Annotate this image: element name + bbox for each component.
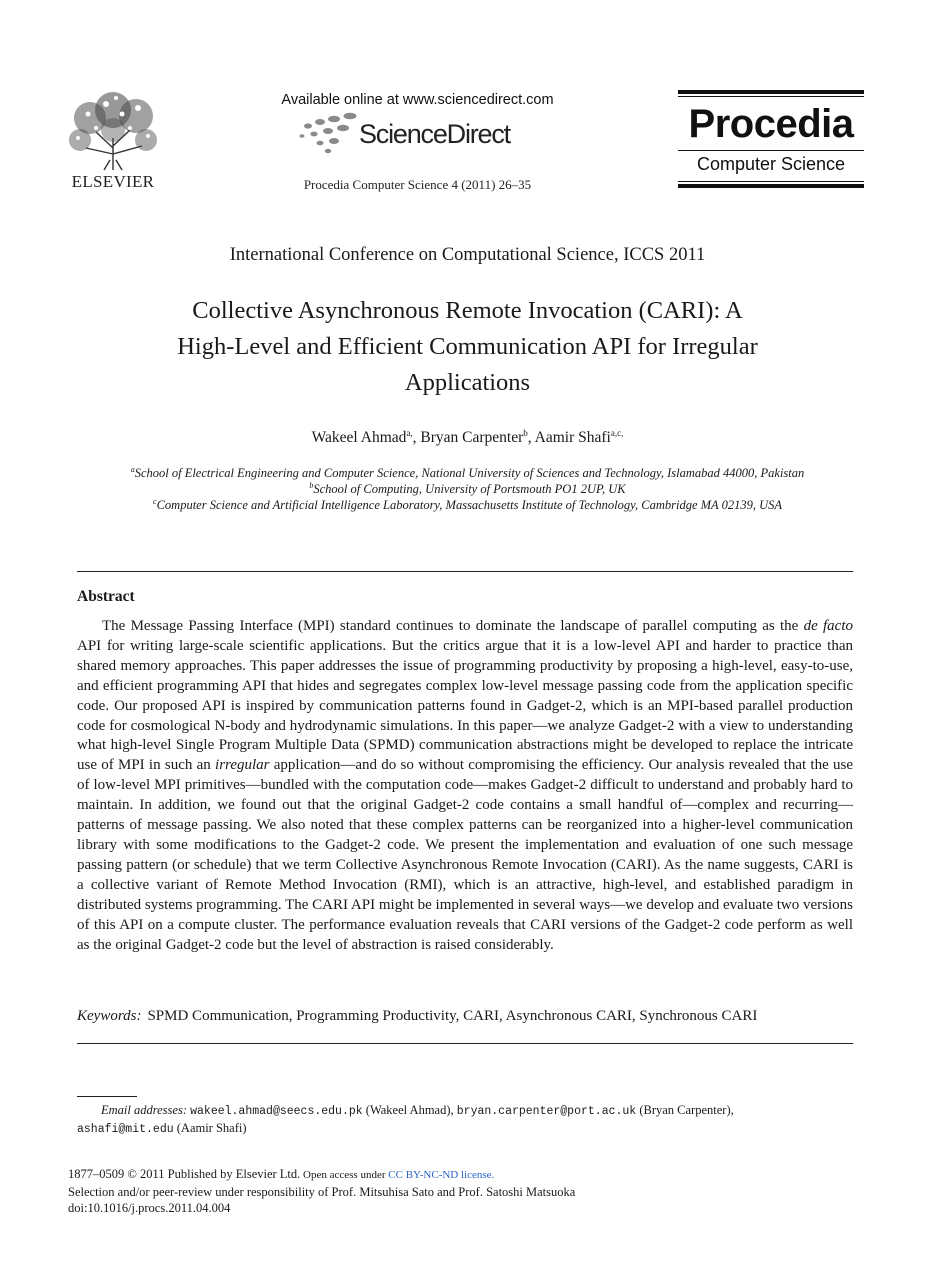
sciencedirect-wordmark: ScienceDirect [359,119,510,149]
email-owner: (Aamir Shafi) [173,1121,247,1135]
procedia-top-rule [678,90,864,94]
email-footnote [77,1102,853,1138]
email-link[interactable]: wakeel.ahmad@seecs.edu.pk [190,1105,363,1118]
abstract-heading: Abstract [77,588,135,605]
sciencedirect-logo [298,112,548,154]
affil-text: School of Electrical Engineering and Computer Science, National University of Sciences and Technology, Islamabad 44000, Pakistan [134,466,805,481]
affil-mark: a [130,465,135,474]
footnote-line-2 [77,1120,853,1138]
available-online-text: Available online at www.sciencedirect.com [281,92,554,108]
title-line-2: High-Level and Efficient Communication API for Irregular [177,333,758,360]
abstract-emphasis: irregular [215,757,270,774]
abstract-body [77,617,853,955]
copyright-line [68,1166,848,1184]
procedia-title: Procedia [688,102,854,146]
author-name: Bryan Carpenter [420,429,524,447]
title-line-1: Collective Asynchronous Remote Invocation (CARI): A [192,297,743,324]
keywords-label: Keywords: [77,1008,142,1024]
conference-name: International Conference on Computational Science, ICCS 2011 [229,245,706,265]
author-affil-mark: a,c, [610,428,624,438]
elsevier-logo [66,88,160,192]
elsevier-wordmark: ELSEVIER [71,172,155,191]
affil-mark: c [153,497,157,506]
paper-title [70,293,865,401]
footnote-line-1 [77,1102,853,1120]
email-link[interactable]: bryan.carpenter@port.ac.uk [456,1105,637,1118]
keywords-text: SPMD Communication, Programming Productivity, CARI, Asynchronous CARI, Synchronous CARI [147,1008,758,1024]
author-affil-mark: b [523,428,528,438]
publication-footer [68,1166,848,1217]
author-name: Wakeel Ahmad [311,429,407,447]
email-link[interactable]: ashafi@mit.edu [77,1123,174,1136]
license-link[interactable]: CC BY-NC-ND license. [388,1169,495,1181]
open-access-text: Open access under [300,1169,389,1181]
sciencedirect-dots-icon [298,112,360,154]
review-line: Selection and/or peer-review under responsibility of Prof. Mitsuhisa Sato and Prof. Satoshi Matsuoka [68,1184,576,1199]
procedia-subtitle: Computer Science [696,154,846,174]
affiliation-c [60,497,875,513]
author-affil-mark: a, [406,428,413,438]
elsevier-tree-icon [66,88,160,172]
abstract-bottom-rule [77,1043,853,1044]
journal-reference: Procedia Computer Science 4 (2011) 26–35 [303,177,532,192]
keywords [77,1008,853,1025]
doi-line: doi:10.1016/j.procs.2011.04.004 [68,1201,231,1215]
abstract-text: The Message Passing Interface (MPI) standard continues to dominate the landscape of parallel computing as the [102,618,804,634]
email-owner: (Bryan Carpenter), [636,1103,734,1117]
email-label: Email addresses: [101,1103,187,1117]
author-name: Aamir Shafi [534,429,611,447]
procedia-top-thin-rule [678,96,864,97]
abstract-text: application—and do so without compromising the efficiency. Our analysis revealed that the use of low-level MPI primitives—bundled with the computation code—makes Gadget-2 difficult to understand and probably hard to maintain. In addition, we found out that the original Gadget-2 code contains a small handful of—complex and recurring—patterns of message passing. We also noted that these complex patterns can be reorganized into a higher-level communication library with some modifications to the Gadget-2 code. We present the implementation and evaluation of one such message passing pattern (or schedule) that we term Collective Asynchronous Remote Invocation (CARI). As the name suggests, CARI is a collective variant of Remote Method Invocation (RMI), which is an attractive, high-level, and established paradigm in distributed systems programming. The CARI API might be implemented in several ways—we develop and evaluate two versions of this API on a compute cluster. The performance evaluation reveals that CARI versions of the Gadget-2 code perform as well as the original Gadget-2 code but the level of abstraction is raised considerably. [77,757,853,953]
procedia-bottom-thin-rule [678,181,864,182]
affil-mark: b [309,481,314,490]
procedia-mid-rule [678,150,864,151]
email-owner: (Wakeel Ahmad), [362,1103,457,1117]
author-list: Wakeel Ahmad$^{a,}$, Bryan Carpenter$^b$, Aamir Shafi$^{a,c,}$ [311,428,624,447]
footnote-rule [77,1096,137,1097]
affil-text: Computer Science and Artificial Intelligence Laboratory, Massachusetts Institute of Technology, Cambridge MA 02139, USA [156,498,782,513]
title-line-3: Applications [404,369,531,396]
procedia-bottom-rule [678,184,864,188]
affil-text: School of Computing, University of Portsmouth PO1 2UP, UK [313,482,626,497]
affiliation-b [60,481,875,497]
issn-copyright: 1877–0509 © 2011 Published by Elsevier Ltd. [68,1167,301,1181]
affiliation-a [60,465,875,481]
abstract-top-rule [77,571,853,572]
abstract-text: API for writing large-scale scientific applications. But the critics argue that it is a low-level API and harder to practice than shared memory approaches. This paper addresses the issue of programming productivity by proposing a high-level, easy-to-use, and efficient programming API that hides and segregates complex low-level message passing code from the application specific code. Our proposed API is inspired by communication patterns found in Gadget-2, which is an MPI-based parallel production code for cosmological N-body and hydrodynamic simulations. In this paper—we analyze Gadget-2 with a view to understanding what high-level Single Program Multiple Data (SPMD) communication abstractions might be developed to replace the intricate use of MPI in such an [77,637,853,774]
procedia-logo [678,90,864,190]
abstract-emphasis: de facto [803,618,853,634]
